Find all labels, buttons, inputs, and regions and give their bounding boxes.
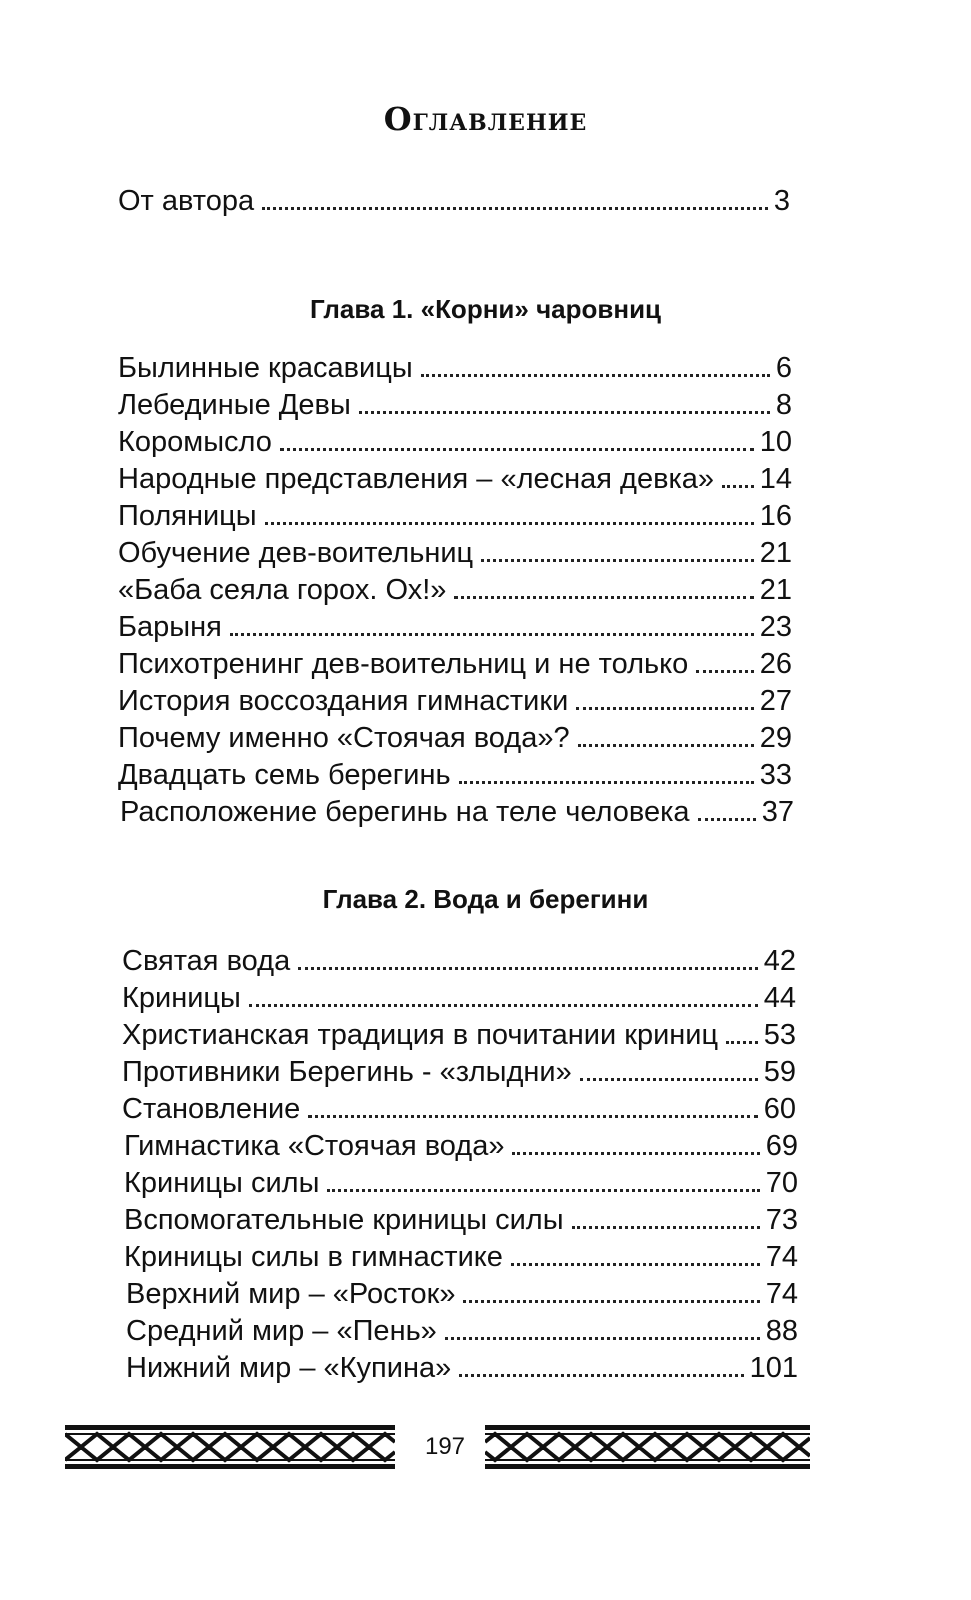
toc-entry-page: 59 [763,1056,796,1088]
dot-leader [481,559,754,562]
toc-entry-page: 101 [749,1352,798,1384]
toc-entry [118,572,792,608]
toc-entry-page: 29 [759,722,792,754]
toc-entry-label: Вспомогательные криницы силы [124,1204,564,1236]
toc-entry [124,1239,798,1275]
toc-entry-page: 70 [765,1167,798,1199]
toc-entry-page: 60 [763,1093,796,1125]
toc-entry-label: Нижний мир – «Купина» [126,1352,452,1384]
toc-entry [122,980,796,1016]
toc-entry [118,424,792,460]
toc-entry-label: Расположение берегинь на теле человека [120,796,690,828]
toc-entry [118,461,792,497]
dot-leader [576,707,753,710]
toc-entry [126,1313,798,1349]
dot-leader [463,1300,759,1303]
toc-entry [126,1276,798,1312]
dot-leader [459,1374,743,1377]
toc-entry [118,498,792,534]
toc-entry-label: Поляницы [118,500,257,532]
dot-leader [249,1004,758,1007]
toc-entry-page: 74 [765,1278,798,1310]
toc-entry-label: Былинные красавицы [118,352,413,384]
dot-leader [265,522,754,525]
dot-leader [578,744,754,747]
toc-entry-label: Становление [122,1093,301,1125]
toc-entry-page: 23 [759,611,792,643]
toc-entry [118,757,792,793]
toc-entry-label: Криницы силы [124,1167,320,1199]
toc-entry [118,720,792,756]
toc-entry [118,535,792,571]
toc-entry-page: 8 [775,389,792,421]
toc-entry-label: История воссоздания гимнастики [118,685,569,717]
toc-entry-page: 42 [763,945,796,977]
toc-entry-label: Обучение дев-воительниц [118,537,474,569]
toc-entry-page: 73 [765,1204,798,1236]
toc-entry-page: 74 [765,1241,798,1273]
toc-entry-label: Криницы [122,982,241,1014]
toc-entry-page: 21 [759,537,792,569]
toc-entry-page: 16 [759,500,792,532]
dot-leader [230,633,754,636]
toc-entry [126,1350,798,1386]
dot-leader [511,1263,760,1266]
dot-leader [445,1337,760,1340]
dot-leader [572,1226,760,1229]
toc-entry [122,1017,796,1053]
braided-ornament-icon [485,1425,810,1469]
toc-entry-label: Психотренинг дев-воительниц и не только [118,648,689,680]
dot-leader [512,1152,759,1155]
toc-entry [122,943,796,979]
toc-entry-page: 69 [765,1130,798,1162]
dot-leader [421,374,770,377]
braided-ornament-icon [65,1425,395,1469]
page-footer [65,1425,810,1475]
dot-leader [726,1041,758,1044]
toc-entry-page: 3 [773,185,790,217]
toc-entry [118,683,792,719]
toc-entry-label: Гимнастика «Стоячая вода» [124,1130,505,1162]
dot-leader [696,670,753,673]
toc-entry-page: 37 [761,796,794,828]
page-number: 197 [424,1433,466,1460]
toc-entry-label: Барыня [118,611,222,643]
dot-leader [580,1078,758,1081]
toc-entry [122,1091,796,1127]
toc-entry-page: 14 [759,463,792,495]
toc-entry-label: От автора [118,185,255,217]
dot-leader [359,411,770,414]
toc-entry-label: Криницы силы в гимнастике [124,1241,503,1273]
page-title: Оглавление [383,100,588,138]
toc-entry [118,609,792,645]
toc-entry-page: 10 [759,426,792,458]
toc-entry-page: 44 [763,982,796,1014]
dot-leader [298,967,758,970]
toc-entry [118,350,792,386]
toc-entry-page: 6 [775,352,792,384]
toc-entry-label: Христианская традиция в почитании криниц [122,1019,719,1051]
chapter-2-heading: Глава 2. Вода и берегини [322,884,649,914]
dot-leader [454,596,753,599]
toc-entry-label: Противники Берегинь - «злыдни» [122,1056,572,1088]
toc-entry-label: «Баба сеяла горох. Ох!» [118,574,447,606]
toc-entry-label: Народные представления – «лесная девка» [118,463,715,495]
toc-entry-label: Коромысло [118,426,272,458]
toc-entry-page: 27 [759,685,792,717]
dot-leader [698,818,756,821]
toc-entry-label: Почему именно «Стоячая вода»? [118,722,570,754]
toc-entry [122,1054,796,1090]
toc-entry-label: Двадцать семь берегинь [118,759,451,791]
toc-entry [120,794,794,830]
toc-entry-page: 88 [765,1315,798,1347]
toc-entry-label: Святая вода [122,945,291,977]
dot-leader [327,1189,759,1192]
toc-entry-page: 33 [759,759,792,791]
toc-entry-page: 21 [759,574,792,606]
toc-entry [118,387,792,423]
toc-entry [124,1128,798,1164]
chapter-1-heading: Глава 1. «Корни» чаровниц [309,294,662,324]
dot-leader [280,448,754,451]
toc-entry-page: 53 [763,1019,796,1051]
dot-leader [459,781,754,784]
dot-leader [722,485,754,488]
toc-entry [118,646,792,682]
toc-entry [124,1165,798,1201]
dot-leader [308,1115,757,1118]
toc-entry-intro [118,183,790,219]
toc-entry-label: Лебединые Девы [118,389,351,421]
toc-entry-label: Верхний мир – «Росток» [126,1278,456,1310]
dot-leader [262,207,768,210]
toc-entry-label: Средний мир – «Пень» [126,1315,437,1347]
toc-entry [124,1202,798,1238]
toc-entry-page: 26 [759,648,792,680]
